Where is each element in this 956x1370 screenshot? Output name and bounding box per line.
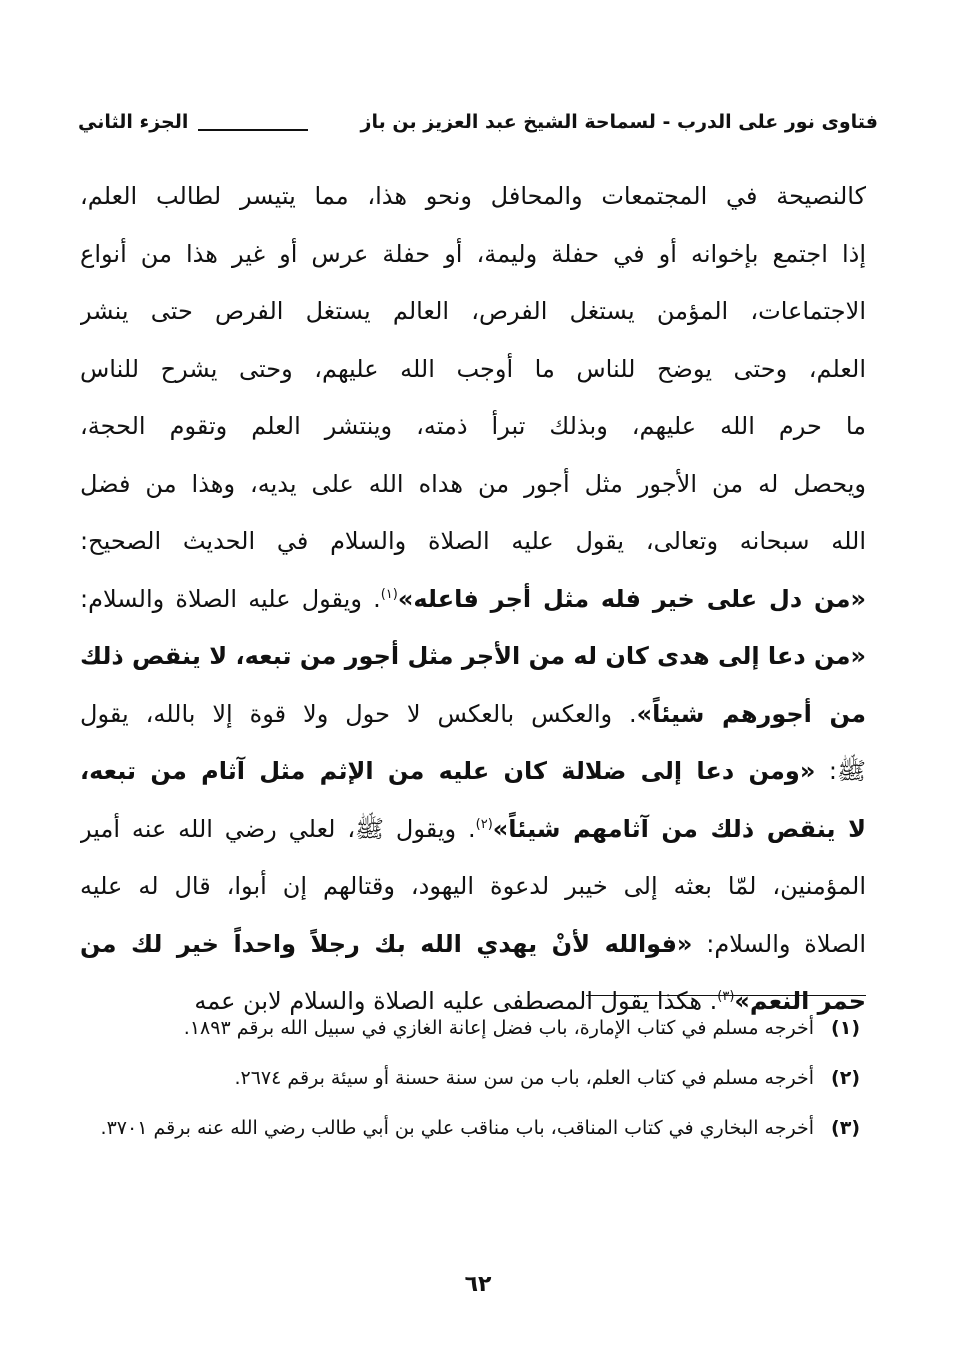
hadith-quote: «فوالله لأنْ يهدي الله بك رجلاً واحداً خير لك من	[80, 929, 693, 958]
text-line	[80, 743, 866, 801]
footnote-item	[88, 1106, 860, 1150]
footnote-marker: (٣)	[831, 1117, 860, 1139]
text-span: إذا اجتمع بإخوانه أو في حفلة وليمة، أو حفلة عرس أو غير هذا من أنواع	[80, 239, 866, 268]
running-header	[78, 104, 878, 140]
text-line	[80, 168, 866, 226]
footnotes	[88, 1006, 860, 1156]
text-line	[80, 226, 866, 284]
hadith-quote: «من دل على خير فله مثل أجر فاعله»	[397, 584, 866, 613]
text-span: المؤمنين، لمّا بعثه إلى خيبر لدعوة اليهود، وقتالهم إن أبوا، قال له عليه	[80, 872, 866, 900]
text-span: الصلاة والسلام:	[692, 929, 866, 958]
text-line	[80, 398, 866, 456]
footnote-marker: (١)	[831, 1017, 860, 1039]
main-text	[80, 168, 866, 1031]
footnote-divider	[586, 995, 866, 996]
hadith-quote: من أجورهم شيئاً»	[636, 699, 866, 728]
footnote-item	[88, 1006, 860, 1050]
text-line	[80, 513, 866, 571]
salawat-symbol: ﷺ:	[815, 757, 866, 785]
text-span: العلم، وحتى يوضح للناس ما أوجب الله عليهم، وحتى يشرح للناس	[80, 354, 866, 383]
header-rule	[198, 129, 308, 131]
footnote-ref[interactable]: (١)	[380, 586, 398, 602]
footnote-item	[88, 1056, 860, 1100]
text-span: ما حرم الله عليهم، وبذلك تبرأ ذمته، وينتشر العلم وتقوم الحجة،	[80, 412, 866, 440]
text-span: . هكذا يقول المصطفى عليه الصلاة والسلام لابن عمه	[194, 987, 718, 1015]
text-span: الله سبحانه وتعالى، يقول عليه الصلاة والسلام في الحديث الصحيح:	[80, 527, 866, 555]
text-span: . ويقول ﷺ، لعلي رضي الله عنه أمير	[80, 814, 476, 843]
footnote-marker: (٢)	[831, 1067, 860, 1089]
footnote-text: أخرجه مسلم في كتاب العلم، باب من سن سنة حسنة أو سيئة برقم ٢٦٧٤.	[234, 1067, 814, 1089]
part-label: الجزء الثاني	[78, 111, 189, 133]
hadith-quote: حمر النعم»	[734, 987, 866, 1015]
text-line	[80, 456, 866, 514]
footnote-ref[interactable]: (٢)	[475, 816, 493, 832]
footnote-ref[interactable]: (٣)	[717, 989, 735, 1004]
page-number: ٦٢	[464, 1272, 492, 1297]
text-line	[80, 628, 866, 686]
hadith-quote: لا ينقص ذلك من آثامهم شيئاً»	[492, 814, 866, 843]
footnote-text: أخرجه مسلم في كتاب الإمارة، باب فضل إعانة الغازي في سبيل الله برقم ١٨٩٣.	[183, 1017, 814, 1039]
hadith-quote: «من دعا إلى هدى كان له من الأجر مثل أجور من تبعه، لا ينقص ذلك	[80, 642, 866, 670]
text-span: . ويقول عليه الصلاة والسلام:	[80, 584, 381, 613]
footnote-text: أخرجه البخاري في كتاب المناقب، باب مناقب علي بن أبي طالب رضي الله عنه برقم ٣٧٠١.	[100, 1117, 814, 1139]
text-line	[80, 686, 866, 744]
text-line	[80, 341, 866, 399]
text-line	[80, 283, 866, 341]
text-span: ويحصل له من الأجور مثل أجور من هداه الله على يديه، وهذا من فضل	[80, 469, 866, 498]
text-line	[80, 571, 866, 629]
text-span: . والعكس بالعكس لا حول ولا قوة إلا بالله، يقول	[80, 699, 637, 728]
text-line	[80, 801, 866, 859]
text-line	[80, 916, 866, 974]
text-line	[80, 858, 866, 916]
text-span: كالنصيحة في المجتمعات والمحافل ونحو هذا، مما يتيسر لطالب العلم،	[80, 182, 866, 210]
hadith-quote: «ومن دعا إلى ضلالة كان عليه من الإثم مثل آثام من تبعه،	[80, 757, 816, 785]
text-span: الاجتماعات، المؤمن يستغل الفرص، العالم يستغل الفرص حتى ينشر	[80, 297, 866, 325]
book-title: فتاوى نور على الدرب - لسماحة الشيخ عبد العزيز بن باز	[360, 111, 878, 133]
